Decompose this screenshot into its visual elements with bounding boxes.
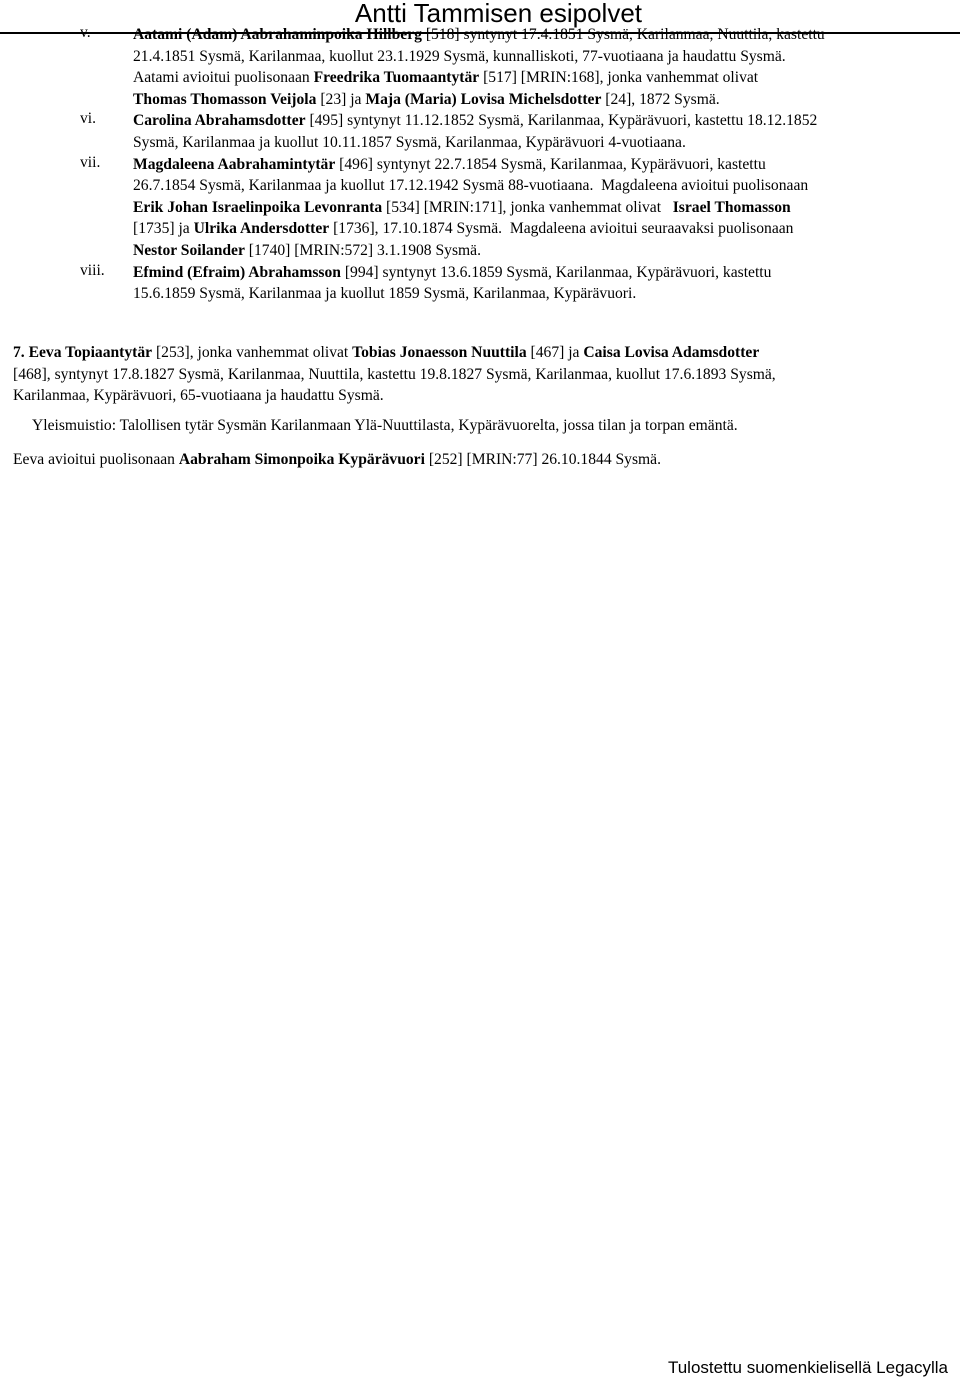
text-segment: [1740] [MRIN:572] 3.1.1908 Sysmä. (244, 241, 481, 259)
text-segment: Aatami avioitui puolisonaan (133, 69, 314, 87)
person-name: Nestor Soilander (133, 241, 245, 259)
text-segment: [517] [MRIN:168], jonka vanhemmat olivat (479, 69, 759, 87)
person-name: Thomas Thomasson Veijola (133, 90, 317, 108)
text-line (13, 385, 776, 407)
person-name: Israel Thomasson (672, 198, 791, 216)
text-line (133, 283, 771, 305)
text-segment: [253], jonka vanhemmat olivat (152, 344, 353, 361)
text-line (133, 89, 825, 111)
text-segment: [1735] ja (133, 220, 194, 238)
person-name: Aabraham Simonpoika Kypärävuori (178, 451, 425, 468)
general-note (32, 415, 738, 437)
child-numeral: v. (80, 24, 91, 41)
person-name: Efmind (Efraim) Abrahamsson (133, 263, 341, 281)
text-segment: [518] syntynyt 17.4.1851 Sysmä, Karilanmaa, Nuuttila, kastettu (421, 26, 825, 43)
text-segment: [534] [MRIN:171], jonka vanhemmat olivat (382, 198, 673, 216)
text-segment: Eeva avioitui puolisonaan (13, 451, 179, 468)
text-segment: Karilanmaa, Kypärävuori, 65-vuotiaana ja haudattu Sysmä. (13, 387, 384, 405)
person-name: Carolina Abrahamsdotter (133, 112, 306, 130)
text-line (133, 197, 808, 219)
text-segment: [1736], 17.10.1874 Sysmä. Magdaleena avioitui seuraavaksi puolisonaan (329, 220, 794, 238)
person-name: Magdaleena Aabrahamintytär (133, 155, 336, 173)
text-segment: [23] ja (316, 90, 366, 108)
text-line (32, 415, 738, 437)
person-name: Tobias Jonaesson Nuuttila (352, 344, 527, 361)
person-name: Caisa Lovisa Adamsdotter (583, 344, 760, 361)
text-segment: [994] syntynyt 13.6.1859 Sysmä, Karilanmaa, Kypärävuori, kastettu (340, 263, 772, 281)
text-segment: 21.4.1851 Sysmä, Karilanmaa, kuollut 23.1.1929 Sysmä, kunnalliskoti, 77-vuotiaana ja haudattu Sysmä. (133, 47, 786, 65)
child-numeral: vii. (80, 153, 101, 171)
text-segment: Sysmä, Karilanmaa ja kuollut 10.11.1857 Sysmä, Karilanmaa, Kypärävuori 4-vuotiaana. (133, 133, 686, 151)
text-line (133, 67, 825, 89)
child-numeral: vi. (80, 110, 97, 128)
text-line (133, 240, 808, 262)
child-entry (0, 154, 960, 262)
child-text (133, 110, 817, 153)
child-entry (0, 262, 960, 305)
text-line (13, 449, 661, 471)
text-segment: 15.6.1859 Sysmä, Karilanmaa ja kuollut 1859 Sysmä, Karilanmaa, Kypärävuori. (133, 285, 637, 303)
text-line (133, 132, 817, 154)
text-segment: [496] syntynyt 22.7.1854 Sysmä, Karilanmaa, Kypärävuori, kastettu (335, 155, 766, 173)
child-entry (0, 110, 960, 153)
child-text (133, 154, 808, 262)
text-segment: Yleismuistio: Talollisen tytär Sysmän Karilanmaan Ylä-Nuuttilasta, Kypärävuorelta, jossa tilan ja torpan emäntä. (32, 417, 738, 434)
marriage-entry (13, 449, 661, 471)
child-text (133, 24, 825, 110)
child-entry (0, 24, 960, 110)
text-segment: [24], 1872 Sysmä. (601, 90, 720, 108)
text-line (133, 262, 771, 284)
person-name: 7. Eeva Topiaantytär (13, 344, 153, 361)
page-title: Antti Tammisen esipolvet (354, 0, 642, 28)
text-line (13, 364, 776, 386)
text-segment: [252] [MRIN:77] 26.10.1844 Sysmä. (424, 451, 661, 468)
text-line (133, 218, 808, 240)
footer-text: Tulostettu suomenkielisellä Legacylla (667, 1358, 948, 1377)
person-name: Freedrika Tuomaantytär (313, 69, 480, 87)
person-entry (13, 342, 776, 407)
text-line (133, 24, 825, 46)
text-segment: [468], syntynyt 17.8.1827 Sysmä, Karilanmaa, Nuuttila, kastettu 19.8.1827 Sysmä, Karilanmaa, kuollut 17.6.1893 Sysmä, (13, 365, 776, 383)
text-line (13, 342, 776, 364)
text-line (133, 46, 825, 68)
text-line (133, 110, 817, 132)
person-name: Erik Johan Israelinpoika Levonranta (133, 198, 383, 216)
text-segment: [495] syntynyt 11.12.1852 Sysmä, Karilanmaa, Kypärävuori, kastettu 18.12.1852 (305, 112, 818, 130)
child-numeral: viii. (80, 261, 105, 279)
text-line (133, 154, 808, 176)
text-segment: 26.7.1854 Sysmä, Karilanmaa ja kuollut 17.12.1942 Sysmä 88-vuotiaana. Magdaleena avioitui puolisonaan (133, 177, 809, 195)
children-list (0, 24, 960, 305)
text-line (133, 175, 808, 197)
person-name: Ulrika Andersdotter (193, 220, 330, 238)
person-name: Maja (Maria) Lovisa Michelsdotter (365, 90, 602, 108)
person-name: Aatami (Adam) Aabrahaminpoika Hillberg (133, 26, 422, 43)
text-segment: [467] ja (526, 344, 584, 361)
child-text (133, 262, 771, 305)
